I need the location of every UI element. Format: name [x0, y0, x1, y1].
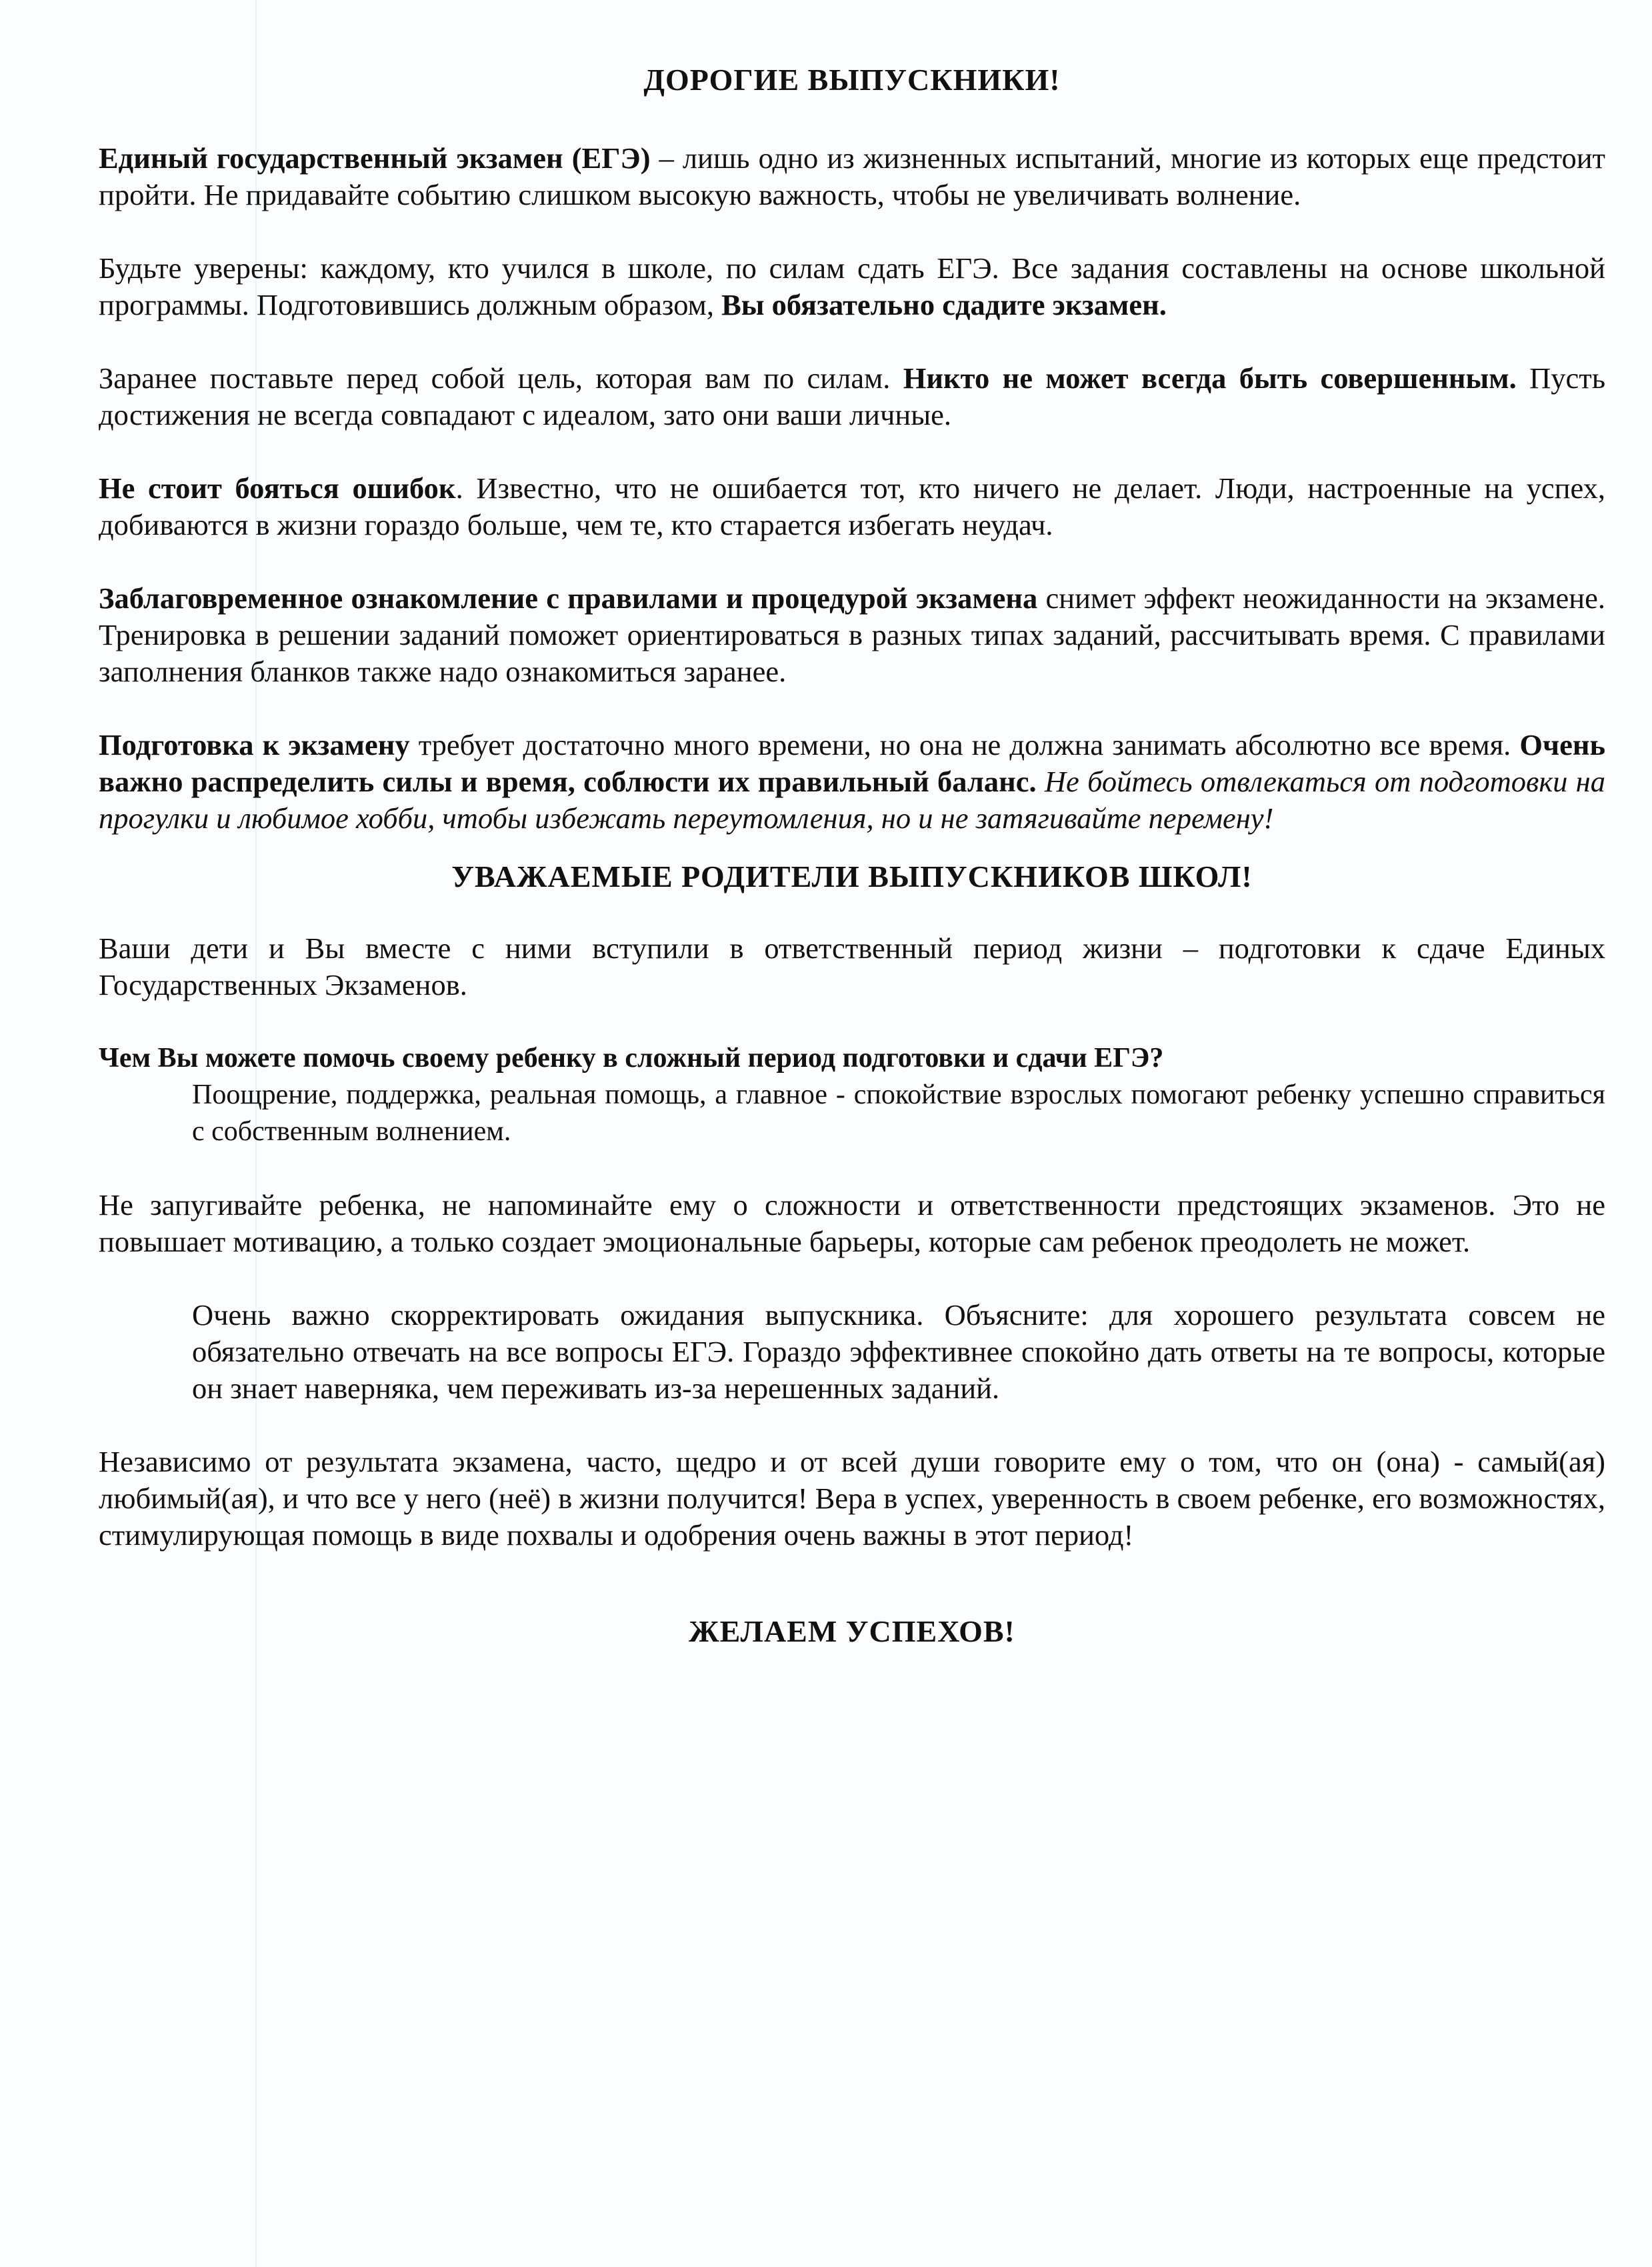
text-run-italic: Не бойтесь отвлекаться от подготовки на прогулки и любимое хобби, чтобы избежать переутомления, но и не затягивайте перемену! [99, 765, 1605, 835]
text-run-normal: Пусть достижения не всегда совпадают с идеалом, зато они ваши личные. [99, 361, 1605, 431]
parents-heading: УВАЖАЕМЫЕ РОДИТЕЛИ ВЫПУСКНИКОВ ШКОЛ! [451, 859, 1253, 893]
document-content [99, 40, 1605, 1670]
set-goal-paragraph [99, 360, 1605, 433]
parents-help-question: Чем Вы можете помочь своему ребенку в сложный период подготовки и сдачи ЕГЭ? [99, 1043, 1164, 1073]
graduates-heading: ДОРОГИЕ ВЫПУСКНИКИ! [643, 63, 1061, 97]
parents-expectations-paragraph: Очень важно скорректировать ожидания выпускника. Объясните: для хорошего результата совсем не обязательно отвечать на все вопросы ЕГЭ. Гораздо эффективнее спокойно дать ответы на те вопросы, которые он знает наверняка, чем переживать из-за нерешенных заданий. [192, 1298, 1605, 1405]
text-run-bold: Единый государственный экзамен (ЕГЭ) [99, 141, 651, 175]
text-run-normal: Будьте уверены: каждому, кто учился в школе, по силам сдать ЕГЭ. Все задания составлены на основе школьной программы. Подготовившись должным образом, [99, 251, 1605, 321]
parents-intro-paragraph: Ваши дети и Вы вместе с ними вступили в ответственный период жизни – подготовки к сдаче Единых Государственных Экзаменов. [99, 931, 1605, 1001]
text-run-bold: Очень важно распределить силы и время, соблюсти их правильный баланс. [99, 728, 1605, 798]
text-run-normal: . Известно, что не ошибается тот, кто ничего не делает. Люди, настроенные на успех, добиваются в жизни гораздо больше, чем те, кто старается избегать неудач. [99, 471, 1605, 541]
text-run-normal: требует достаточно много времени, но она не должна занимать абсолютно все время. [409, 728, 1520, 761]
closing-wish: ЖЕЛАЕМ УСПЕХОВ! [689, 1614, 1015, 1648]
text-run-bold: Вы обязательно сдадите экзамен. [721, 288, 1167, 321]
mistakes-paragraph [99, 470, 1605, 543]
text-run-bold: Не стоит бояться ошибок [99, 471, 456, 505]
parents-support-paragraph: Независимо от результата экзамена, часто, щедро и от всей души говорите ему о том, что он (она) - самый(ая) любимый(ая), и что все у него (неё) в жизни получится! Вера в успех, уверенность в своем ребенке, его возможностях, стимулирующая помощь в виде похвалы и одобрения очень важны в этот период! [99, 1445, 1605, 1552]
ege-intro-paragraph [99, 140, 1605, 213]
rules-paragraph [99, 580, 1605, 690]
be-confident-paragraph [99, 250, 1605, 323]
parents-no-fear-paragraph: Не запугивайте ребенка, не напоминайте ему о сложности и ответственности предстоящих экзаменов. Это не повышает мотивацию, а только создает эмоциональные барьеры, которые сам ребенок преодолеть не может. [99, 1188, 1605, 1258]
text-run-bold: Подготовка к экзамену [99, 728, 410, 761]
preparation-paragraph [99, 727, 1605, 837]
text-run-normal: снимет эффект неожиданности на экзамене. Тренировка в решении заданий поможет ориентироваться в разных типах заданий, рассчитывать время. С правилами заполнения бланков также надо ознакомиться заранее. [99, 581, 1605, 688]
text-run-normal: – лишь одно из жизненных испытаний, многие из которых еще предстоит пройти. Не придавайте событию слишком высокую важность, чтобы не увеличивать волнение. [99, 141, 1606, 211]
text-run-normal: Заранее поставьте перед собой цель, которая вам по силам. [99, 361, 903, 395]
parents-help-answer: Поощрение, поддержка, реальная помощь, а главное - спокойствие взрослых помогают ребенку успешно справиться с собственным волнением. [192, 1079, 1605, 1147]
text-run-bold: Заблаговременное ознакомление с правилами и процедурой экзамена [99, 581, 1038, 615]
text-run-bold: Никто не может всегда быть совершенным. [903, 361, 1517, 395]
graduates-section [99, 140, 1605, 837]
